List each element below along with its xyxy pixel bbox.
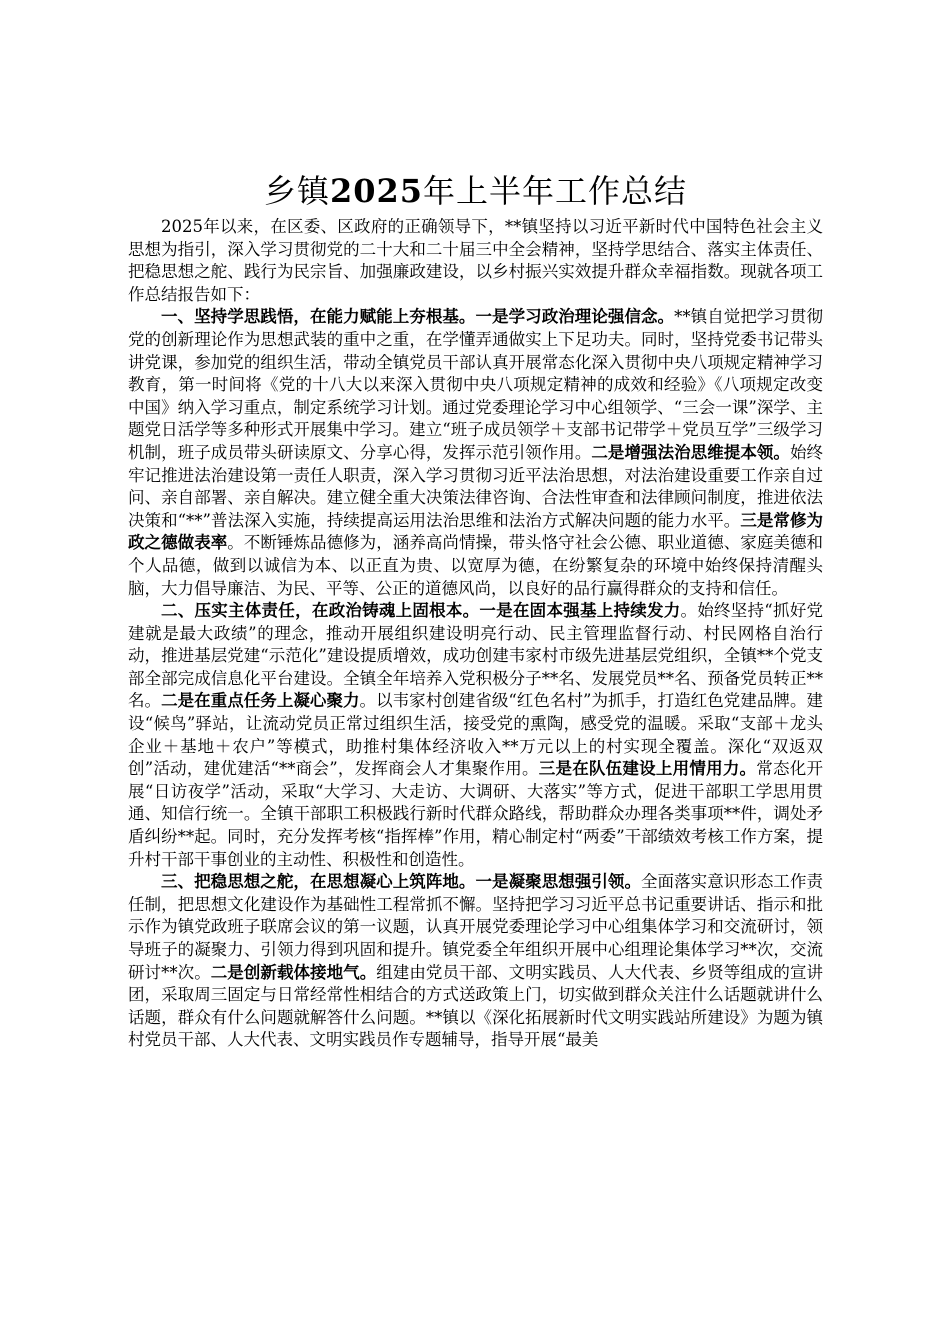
section-2-sub2-title: 二是在重点任务上凝心聚力 — [161, 691, 360, 711]
title-year: 2025 — [329, 172, 424, 210]
section-1-sub2-title: 二是增强法治思维提本领。 — [591, 442, 790, 462]
title-suffix: 年上半年工作总结 — [423, 172, 688, 210]
section-2-sub2-text: 。以韦家村创建省级“红色名村”为抓手，打造红色党建品牌。建设“候鸟”驿站，让流动党员正常过组织生活，接受党的熏陶，感受党的温暖。采取“支部＋龙头企业＋基地＋农户”等模式，助推村集体经济收入**万元以上的村实现全覆盖。深化“双返双创”活动，建优建活“**商会”，发挥商会人才集聚作用。 — [128, 691, 824, 779]
section-3-sub1-title: 一是凝聚思想强引领。 — [475, 872, 641, 892]
section-2-sub1-text: 。始终坚持“抓好党建就是最大政绩”的理念，推动开展组织建设明亮行动、民主管理监督行动、村民网格自治行动，推进基层党建“示范化”建设提质增效，成功创建韦家村市级先进基层党组织，全镇**个党支部全部完成信息化平台建设。全镇全年培养入党积极分子**名、发展党员**名、预备党员转正**名。 — [128, 601, 824, 711]
section-3-sub2-text: 组建由党员干部、文明实践员、人大代表、乡贤等组成的宣讲团，采取周三固定与日常经常性相结合的方式送政策上门，切实做到群众关注什么话题就讲什么话题，群众有什么问题就解答什么问题。**镇以《深化拓展新时代文明实践站所建设》为题为镇村党员干部、人大代表、文明实践员作专题辅导，指导开展“最美 — [128, 962, 824, 1050]
section-3-heading: 三、把稳思想之舵，在思想凝心上筑阵地。 — [161, 872, 476, 892]
section-1-sub3-title: 三是常修为政之德做表率 — [128, 510, 824, 553]
section-1-sub1-text: **镇自觉把学习贯彻党的创新理论作为思想武装的重中之重，在学懂弄通做实上下足功夫。同时，坚持党委书记带头讲党课，参加党的组织生活，带动全镇党员干部认真开展常态化深入贯彻中央八项规定精神学习教育，第一时间将《党的十八大以来深入贯彻中央八项规定精神的成效和经验》《八项规定改变中国》纳入学习重点，制定系统学习计划。通过党委理论学习中心组领学、“三会一课”深学、主题党日活学等多种形式开展集中学习。建立“班子成员领学＋支部书记带学＋党员互学”三级学习机制，班子成员带头研读原文、分享心得，发挥示范引领作用。 — [128, 307, 824, 462]
section-2-sub3-title: 三是在队伍建设上用情用力。 — [538, 759, 757, 779]
section-1-sub3-text: 。不断锤炼品德修为，涵养高尚情操，带头恪守社会公德、职业道德、家庭美德和个人品德，做到以诚信为本、以正直为贵、以宽厚为德，在纷繁复杂的环境中始终保持清醒头脑，大力倡导廉洁、为民、平等、公正的道德风尚，以良好的品行赢得群众的支持和信任。 — [128, 533, 824, 598]
intro-paragraph: 2025年以来，在区委、区政府的正确领导下，**镇坚持以习近平新时代中国特色社会主义思想为指引，深入学习贯彻党的二十大和二十届三中全会精神，坚持学思结合、落实主体责任、把稳思想之舵、践行为民宗旨、加强廉政建设，以乡村振兴实效提升群众幸福指数。现就各项工作总结报告如下： — [128, 217, 823, 304]
section-2-sub1-title: 一是在固本强基上持续发力 — [479, 601, 681, 621]
section-1-heading: 一、坚持学思践悟，在能力赋能上夯根基。 — [161, 307, 476, 327]
section-3-paragraph — [128, 871, 823, 1052]
title-prefix: 乡镇 — [263, 172, 330, 210]
section-1-sub2-text: 始终牢记推进法治建设第一责任人职责，深入学习贯彻习近平法治思想，对法治建设重要工作亲自过问、亲自部署、亲自解决。建立健全重大决策法律咨询、合法性审查和法律顾问制度，推进依法决策和“**”普法深入实施，持续提高运用法治思维和法治方式解决问题的能力水平。 — [128, 442, 824, 530]
section-2-sub3-text: 常态化开展“日访夜学”活动，采取“大学习、大走访、大调研、大落实”等方式，促进干部职工学思用贯通、知信行统一。全镇干部职工积极践行新时代群众路线，帮助群众办理各类事项**件，调处矛盾纠纷**起。同时，充分发挥考核“指挥棒”作用，精心制定村“两委”干部绩效考核工作方案，提升村干部干事创业的主动性、积极性和创造性。 — [128, 759, 824, 869]
section-2-heading: 二、压实主体责任，在政治铸魂上固根本。 — [161, 601, 480, 621]
document-title — [128, 168, 823, 214]
section-1-sub1-title: 一是学习政治理论强信念。 — [475, 307, 675, 327]
section-3-sub1-text: 全面落实意识形态工作责任制，把思想文化建设作为基础性工程常抓不懈。坚持把学习习近平总书记重要讲话、指示和批示作为镇党政班子联席会议的第一议题，认真开展党委理论学习中心组集体学习和交流研讨，领导班子的凝聚力、引领力得到巩固和提升。镇党委全年组织开展中心组理论集体学习**次，交流研讨**次。 — [128, 872, 824, 982]
section-1-paragraph — [128, 306, 823, 600]
section-2-paragraph — [128, 600, 823, 871]
section-3-sub2-title: 二是创新载体接地气。 — [210, 962, 377, 982]
